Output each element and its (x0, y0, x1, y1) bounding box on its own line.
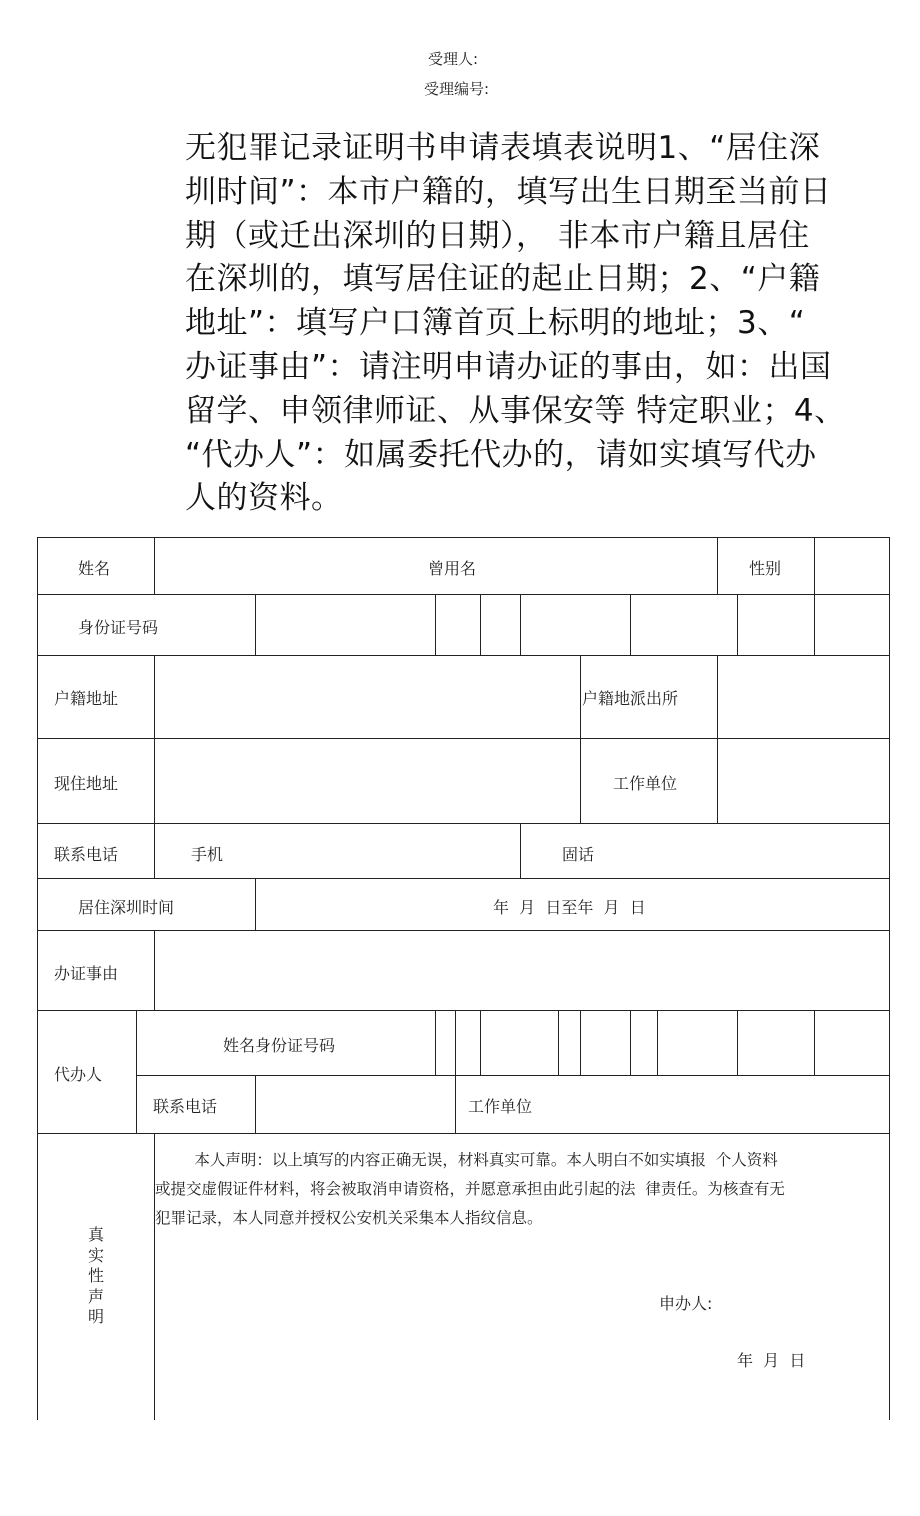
declaration-title-char: 性 (87, 1266, 104, 1285)
table-rule (520, 823, 521, 878)
residence-time-value: 年 月 日至年 月 日 (493, 898, 646, 917)
declaration-title-char: 真 (87, 1225, 104, 1244)
declaration-title-char: 声 (87, 1286, 104, 1306)
name-label: 姓名 (78, 559, 111, 578)
table-rule (480, 594, 481, 655)
instruction-line: 无犯罪记录证明书申请表填表说明1、“居住深 (185, 130, 821, 166)
table-rule (37, 930, 890, 931)
declaration-title-char: 明 (87, 1307, 104, 1326)
instruction-line: 在深圳的，填写居住证的起止日期；2、“户籍 (185, 261, 821, 298)
table-rule (37, 738, 890, 739)
table-rule (737, 1010, 738, 1075)
contact-phone-label: 联系电话 (54, 845, 119, 864)
table-rule (37, 655, 890, 656)
id-number-label: 身份证号码 (78, 618, 159, 637)
table-rule (814, 1010, 815, 1075)
table-rule (37, 823, 890, 824)
table-rule (37, 1010, 890, 1011)
mobile-label: 手机 (191, 845, 224, 864)
declaration-line: 本人声明：以上填写的内容正确无误，材料真实可靠。本人明白不如实填报 个人资料 (155, 1151, 778, 1169)
receipt-number-label: 受理编号: (424, 80, 490, 98)
instruction-line: 地址”：填写户口簿首页上标明的地址；3、“ (185, 305, 806, 342)
table-rule (558, 1010, 559, 1075)
household-police-station-label: 户籍地派出所 (582, 689, 679, 708)
table-rule (737, 594, 738, 655)
reason-label: 办证事由 (54, 964, 119, 983)
instruction-line: 留学、申领律师证、从事保安等 特定职业；4、 (185, 392, 846, 429)
table-rule (154, 655, 155, 823)
instruction-line: 办证事由”：请注明申请办证的事由，如：出国 (185, 348, 832, 385)
landline-label: 固话 (562, 845, 595, 864)
table-rule (136, 1010, 137, 1133)
former-name-label: 曾用名 (428, 559, 477, 578)
instruction-line: 圳时间”：本市户籍的，填写出生日期至当前日 (185, 173, 832, 210)
agent-work-unit-label: 工作单位 (468, 1097, 533, 1116)
table-rule (455, 1010, 456, 1075)
table-rule (255, 594, 256, 655)
table-rule (154, 823, 155, 878)
table-rule (37, 537, 890, 538)
receiver-label: 受理人: (428, 50, 479, 68)
table-rule (255, 878, 256, 930)
declaration-title-char: 实 (87, 1245, 104, 1265)
agent-name-id-label: 姓名身份证号码 (223, 1036, 336, 1055)
declaration-title (86, 1225, 106, 1328)
date-label: 年 月 日 (737, 1351, 806, 1370)
household-address-label: 户籍地址 (54, 689, 119, 708)
table-rule (630, 1010, 631, 1075)
table-rule (717, 537, 718, 594)
table-rule (580, 1010, 581, 1075)
table-rule (657, 1010, 658, 1075)
applicant-label: 申办人: (659, 1294, 713, 1313)
table-rule (889, 537, 890, 1420)
residence-time-label: 居住深圳时间 (78, 898, 175, 917)
declaration-line: 或提交虚假证件材料，将会被取消申请资格，并愿意承担由此引起的法 律责任。为核查有无 (155, 1180, 785, 1198)
table-rule (717, 655, 718, 823)
table-rule (435, 594, 436, 655)
table-rule (154, 930, 155, 1010)
gender-label: 性别 (749, 559, 782, 578)
table-rule (37, 878, 890, 879)
agent-phone-label: 联系电话 (153, 1097, 218, 1116)
declaration-line: 犯罪记录，本人同意并授权公安机关采集本人指纹信息。 (155, 1209, 543, 1227)
table-rule (630, 594, 631, 655)
table-rule (136, 1075, 890, 1076)
table-rule (37, 594, 890, 595)
instruction-line: 人的资料。 (185, 480, 343, 517)
table-rule (455, 1075, 456, 1133)
table-rule (37, 1133, 890, 1134)
table-rule (435, 1010, 436, 1075)
agent-label: 代办人 (54, 1065, 103, 1084)
declaration-text (155, 1146, 885, 1233)
instruction-line: 期（或迁出深圳的日期）， 非本市户籍且居住 (185, 217, 810, 254)
table-rule (154, 537, 155, 594)
current-address-label: 现住地址 (54, 774, 119, 793)
work-unit-label: 工作单位 (613, 774, 678, 793)
table-rule (480, 1010, 481, 1075)
table-rule (814, 594, 815, 655)
instruction-line: “代办人”：如属委托代办的，请如实填写代办 (185, 436, 817, 473)
table-rule (580, 655, 581, 823)
table-rule (255, 1075, 256, 1133)
table-rule (814, 537, 815, 594)
table-rule (37, 537, 38, 1420)
table-rule (520, 594, 521, 655)
